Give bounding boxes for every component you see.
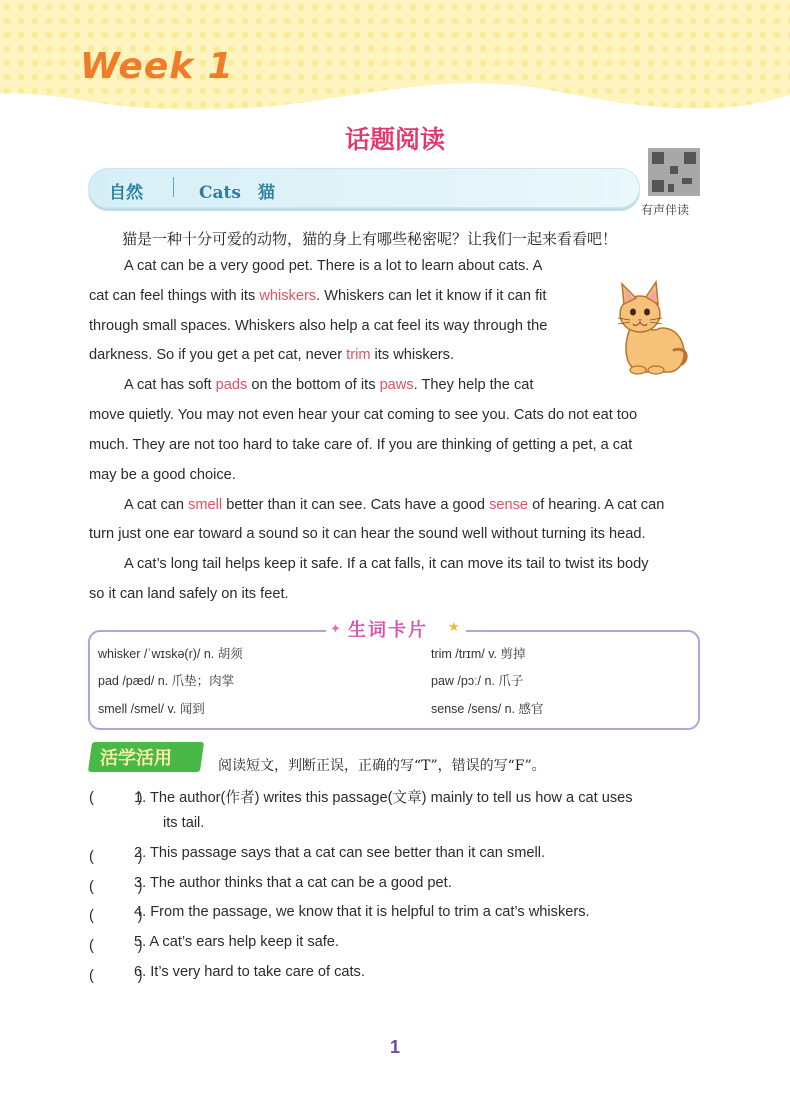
passage-text: on the bottom of its <box>247 377 380 393</box>
star-icon: ✦ <box>330 622 341 637</box>
vocab-item: trim /trɪm/ v. 剪掉 <box>431 647 526 661</box>
vocab-item: whisker /ˈwɪskə(r)/ n. 胡须 <box>98 647 243 661</box>
highlight-word: sense <box>489 497 529 513</box>
passage-line: through small spaces. Whiskers also help a cat feel its way through the <box>89 318 548 334</box>
star-icon: ★ <box>448 620 460 635</box>
passage-line: may be a good choice. <box>89 467 236 483</box>
vocab-item: pad /pæd/ n. 爪垫；肉掌 <box>98 674 235 688</box>
passage-line: A cat’s long tail helps keep it safe. If a cat falls, it can move its tail to twist its body <box>124 556 649 572</box>
passage-line: turn just one ear toward a sound so it can hear the sound well without turning its head. <box>89 526 646 542</box>
passage-text: of hearing. A cat can <box>528 497 665 513</box>
vocab-title-wrap <box>326 614 466 644</box>
vocab-item: paw /pɔː/ n. 爪子 <box>431 674 524 688</box>
highlight-word: smell <box>188 497 223 513</box>
qr-code[interactable] <box>648 148 700 196</box>
question-text: 1. The author(作者) writes this passage(文章) mainly to tell us how a cat uses <box>134 790 633 806</box>
answer-blank[interactable]: ( ) <box>89 908 143 924</box>
passage-line: move quietly. You may not even hear your cat coming to see you. Cats do not eat too <box>89 407 638 423</box>
highlight-word: trim <box>346 347 371 363</box>
answer-blank[interactable]: ( ) <box>89 790 143 806</box>
highlight-word: paws <box>379 377 414 393</box>
passage-text: . They help the cat <box>413 377 534 393</box>
passage-text: A cat can <box>124 497 189 513</box>
question-text: 2. This passage says that a cat can see better than it can smell. <box>134 845 546 861</box>
question-text: 3. The author thinks that a cat can be a good pet. <box>134 875 452 891</box>
answer-blank[interactable]: ( ) <box>89 938 143 954</box>
question-text: its tail. <box>163 815 205 831</box>
highlight-word: pads <box>215 377 248 393</box>
question-text: 6. It’s very hard to take care of cats. <box>134 964 365 980</box>
passage-text: A cat has soft <box>124 377 216 393</box>
passage-line <box>124 497 664 513</box>
question-text: 4. From the passage, we know that it is helpful to trim a cat’s whiskers. <box>134 904 590 920</box>
page-number: 1 <box>389 1037 400 1057</box>
topic-category: 自然 <box>109 183 143 203</box>
passage-line: so it can land safely on its feet. <box>89 586 289 602</box>
passage-line: A cat can be a very good pet. There is a lot to learn about cats. A <box>124 258 543 274</box>
vocab-item: smell /smel/ v. 闻到 <box>98 702 205 716</box>
answer-blank[interactable]: ( ) <box>89 849 143 865</box>
section-title: 话题阅读 <box>344 125 445 154</box>
qr-label: 有声伴读 <box>641 203 690 217</box>
cat-illustration <box>612 280 690 376</box>
vocab-title: 生词卡片 <box>348 620 428 641</box>
topic-name: Cats 猫 <box>199 183 275 203</box>
topic-bar <box>88 168 640 208</box>
passage-line <box>124 377 533 393</box>
passage-text: cat can feel things with its <box>89 288 260 304</box>
passage-line <box>89 347 454 363</box>
exercise-instruction: 阅读短文，判断正误，正确的写“T”，错误的写“F”。 <box>218 758 546 774</box>
week-title: Week 1 <box>80 46 234 87</box>
question-text: 5. A cat’s ears help keep it safe. <box>134 934 339 950</box>
answer-blank[interactable]: ( ) <box>89 879 143 895</box>
topic-divider <box>173 177 174 197</box>
passage-text: darkness. So if you get a pet cat, never <box>89 347 347 363</box>
passage-text: . Whiskers can let it know if it can fit <box>316 288 547 304</box>
exercise-label: 活学活用 <box>100 748 172 769</box>
passage-text: better than it can see. Cats have a good <box>222 497 490 513</box>
passage-line <box>89 288 546 304</box>
vocab-item: sense /sens/ n. 感官 <box>431 702 544 716</box>
passage-text: its whiskers. <box>370 347 455 363</box>
highlight-word: whiskers <box>259 288 317 304</box>
passage-line: much. They are not too hard to take care of. If you are thinking of getting a pet, a cat <box>89 437 633 453</box>
answer-blank[interactable]: ( ) <box>89 968 143 984</box>
intro-text: 猫是一种十分可爱的动物，猫的身上有哪些秘密呢？让我们一起来看看吧！ <box>122 230 618 248</box>
